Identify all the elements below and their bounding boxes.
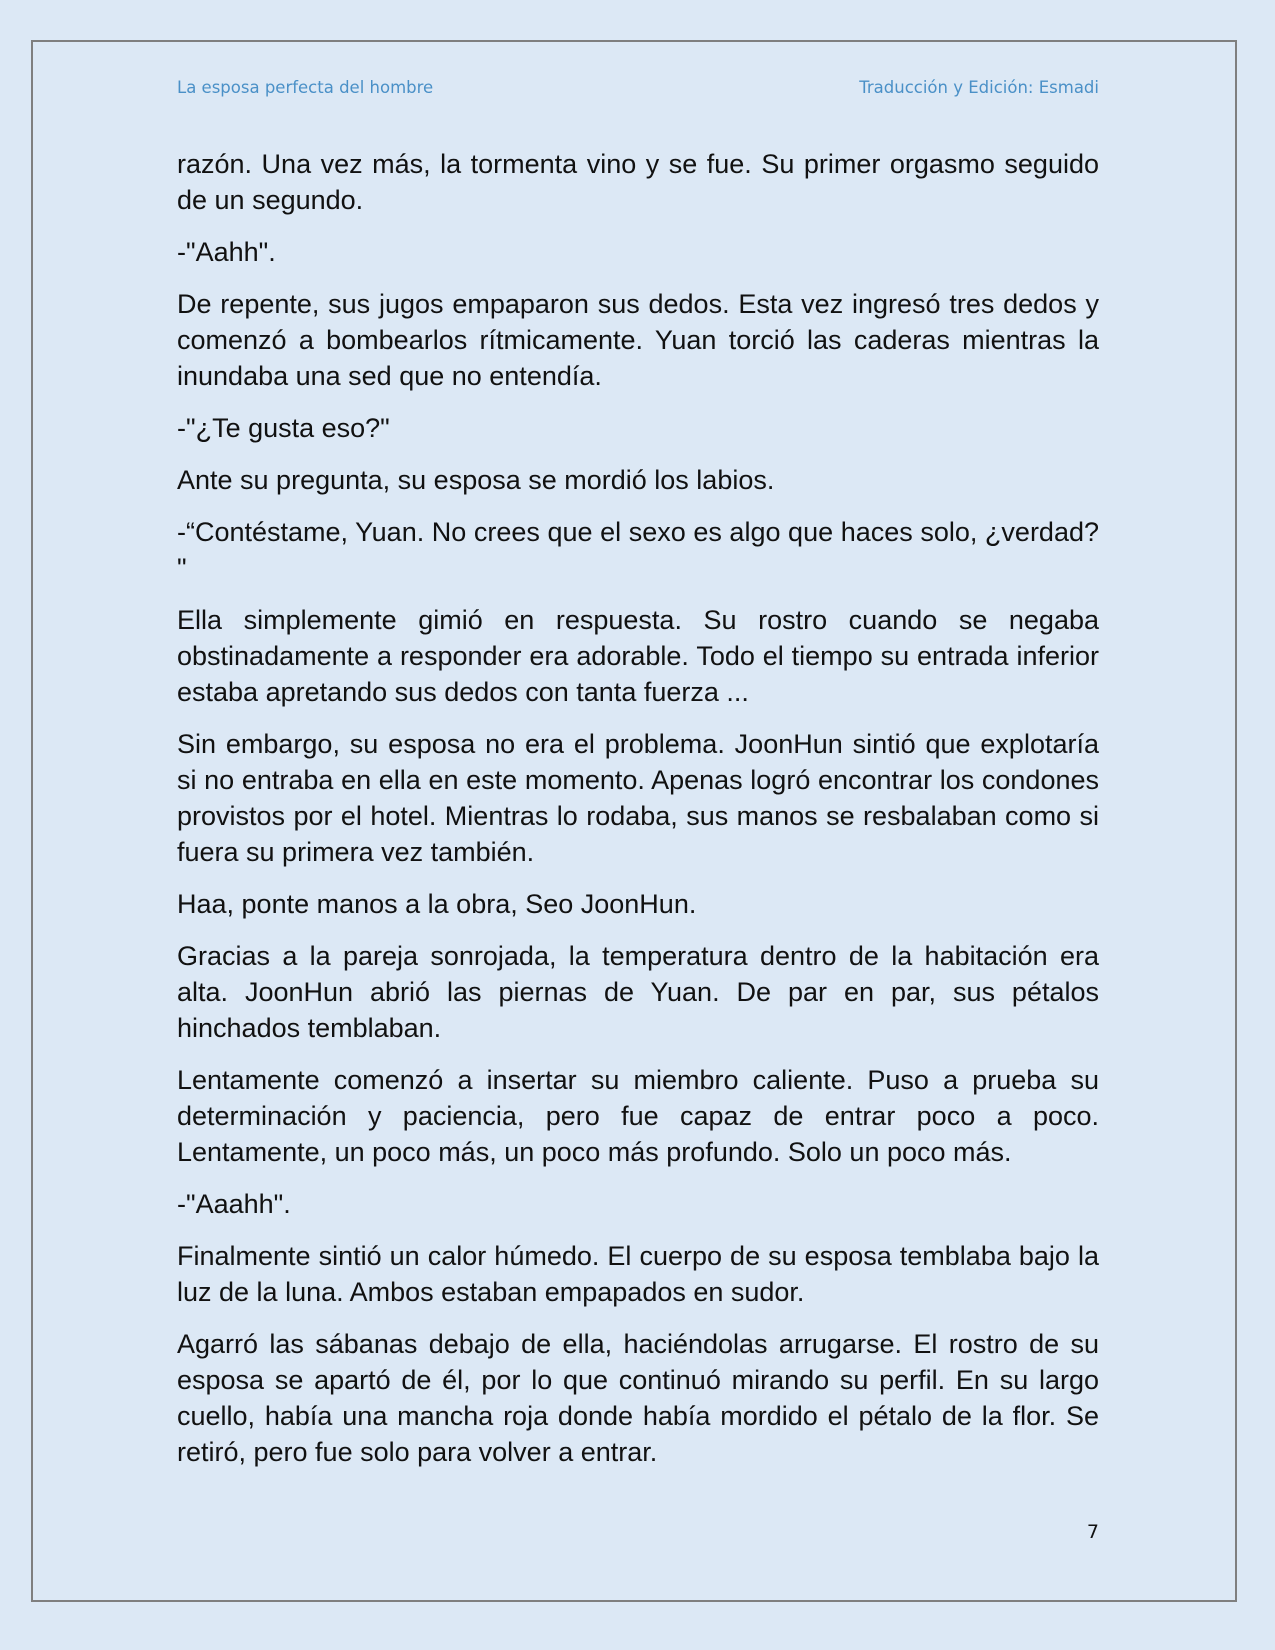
page-number: 7 bbox=[1086, 1521, 1099, 1543]
header-credits: Traducción y Edición: Esmadi bbox=[859, 77, 1099, 97]
paragraph: Sin embargo, su esposa no era el problema. JoonHun sintió que explotaría si no entraba en ella en este momento. Apenas logró encontrar los condones provistos por el hotel. Mientras lo rodaba, sus manos se resbalaban como si fuera su primera vez también. bbox=[177, 729, 1099, 867]
paragraph: -"Aaahh". bbox=[177, 1189, 291, 1219]
paragraph: Ante su pregunta, su esposa se mordió los labios. bbox=[177, 465, 775, 495]
paragraph: Lentamente comenzó a insertar su miembro caliente. Puso a prueba su determinación y paciencia, pero fue capaz de entrar poco a poco. Lentamente, un poco más, un poco más profundo. Solo un poco más. bbox=[177, 1065, 1099, 1167]
paragraph: Agarró las sábanas debajo de ella, haciéndolas arrugarse. El rostro de su esposa se apartó de él, por lo que continuó mirando su perfil. En su largo cuello, había una mancha roja donde había mordido el pétalo de la flor. Se retiró, pero fue solo para volver a entrar. bbox=[177, 1329, 1099, 1467]
running-header bbox=[177, 72, 1099, 102]
paragraph: -“Contéstame, Yuan. No crees que el sexo es algo que haces solo, ¿verdad? " bbox=[177, 517, 1099, 583]
paragraph: Haa, ponte manos a la obra, Seo JoonHun. bbox=[177, 889, 697, 919]
paragraph: -"¿Te gusta eso?" bbox=[177, 413, 390, 443]
paragraph: Ella simplemente gimió en respuesta. Su rostro cuando se negaba obstinadamente a responder era adorable. Todo el tiempo su entrada inferior estaba apretando sus dedos con tanta fuerza ... bbox=[177, 605, 1099, 707]
paragraph: razón. Una vez más, la tormenta vino y se fue. Su primer orgasmo seguido de un segundo. bbox=[177, 149, 1099, 215]
paragraph: Finalmente sintió un calor húmedo. El cuerpo de su esposa temblaba bajo la luz de la luna. Ambos estaban empapados en sudor. bbox=[177, 1241, 1099, 1307]
paragraph: De repente, sus jugos empaparon sus dedos. Esta vez ingresó tres dedos y comenzó a bombearlos rítmicamente. Yuan torció las caderas mientras la inundaba una sed que no entendía. bbox=[177, 289, 1099, 391]
paragraph: -"Aahh". bbox=[177, 237, 276, 267]
body-text bbox=[177, 146, 1099, 1486]
header-title: La esposa perfecta del hombre bbox=[177, 77, 434, 97]
paragraph: Gracias a la pareja sonrojada, la temperatura dentro de la habitación era alta. JoonHun abrió las piernas de Yuan. De par en par, sus pétalos hinchados temblaban. bbox=[177, 941, 1099, 1043]
